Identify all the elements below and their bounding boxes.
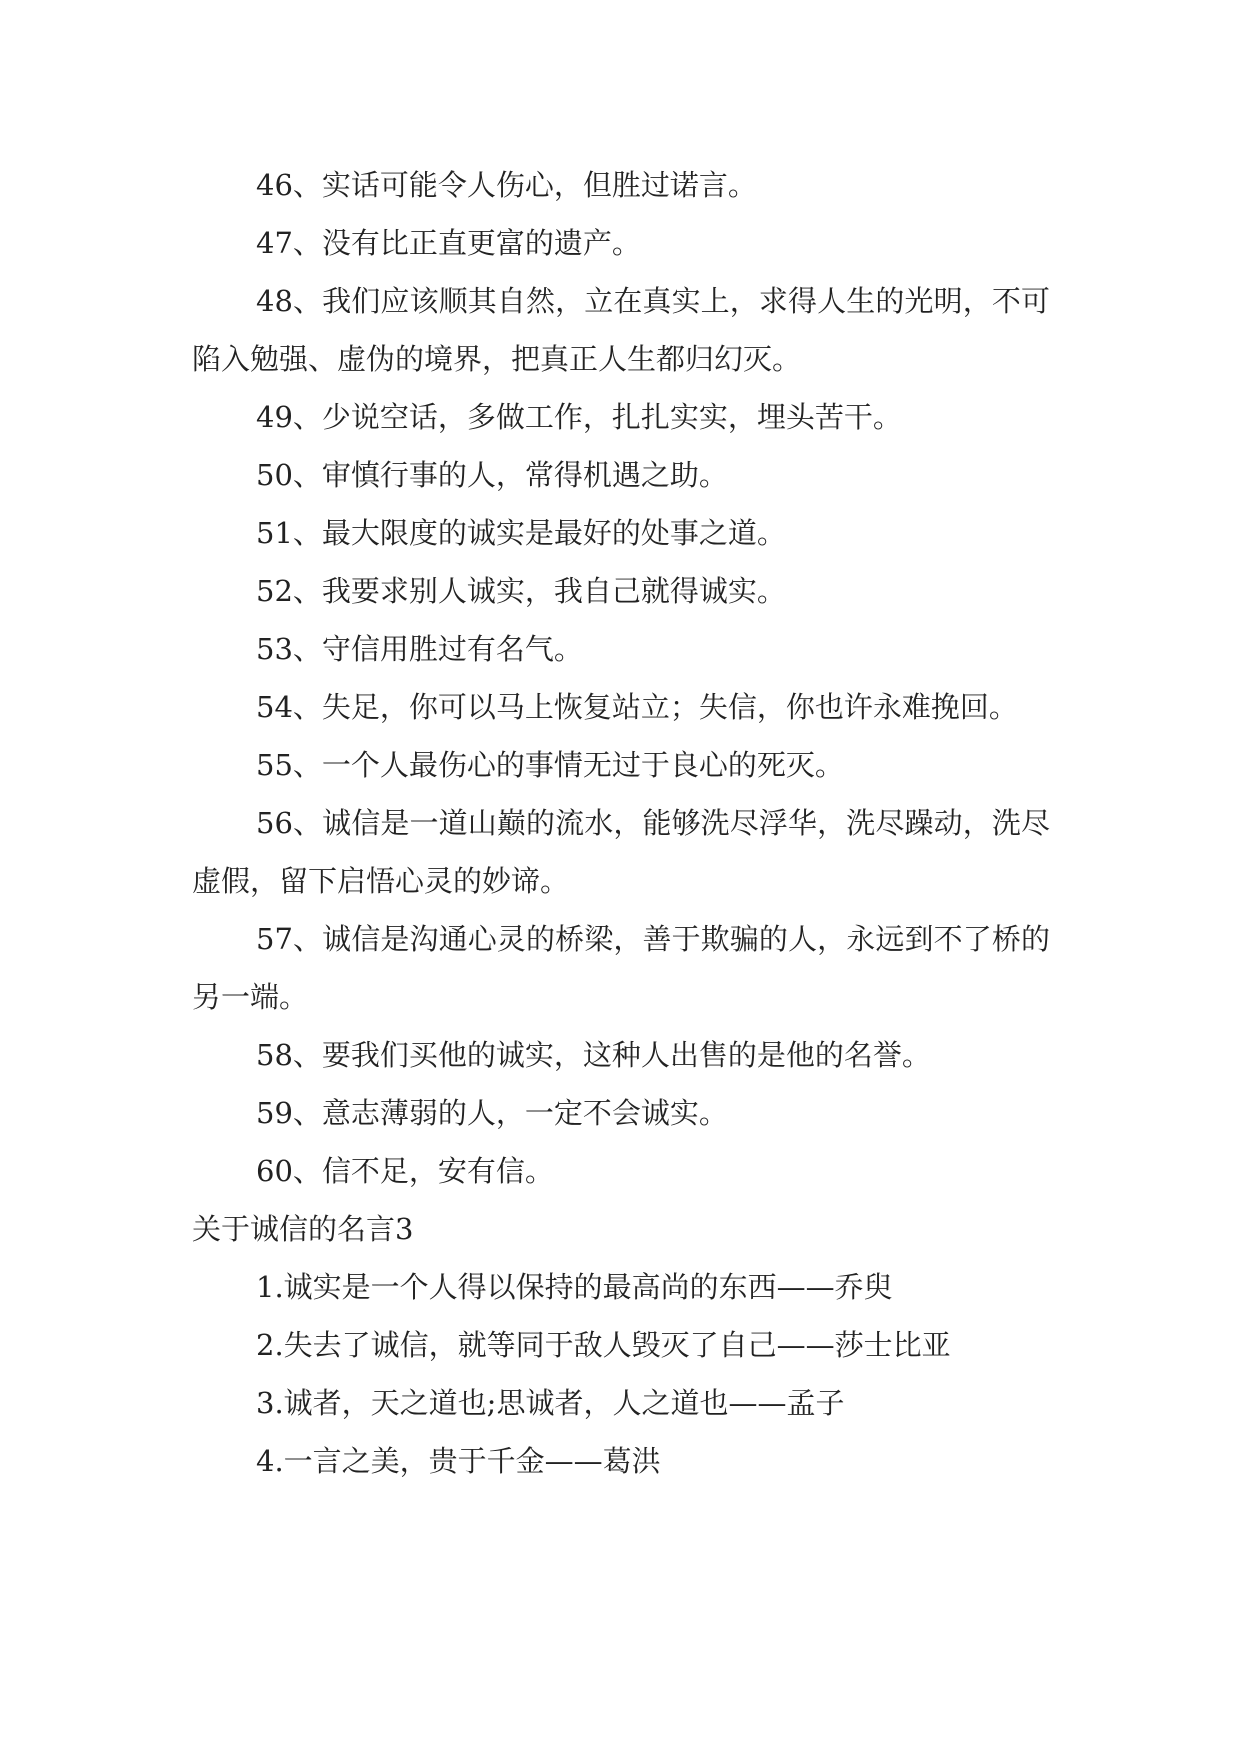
document-page <box>192 156 1050 1490</box>
quote-52: 52、我要求别人诚实，我自己就得诚实。 <box>256 574 786 608</box>
quote-59: 59、意志薄弱的人，一定不会诚实。 <box>256 1096 728 1130</box>
quote-49: 49、少说空话，多做工作，扎扎实实，埋头苦干。 <box>256 400 902 434</box>
quote-55: 55、一个人最伤心的事情无过于良心的死灭。 <box>256 748 844 782</box>
quote-48: 48、我们应该顺其自然，立在真实上，求得人生的光明，不可陷入勉强、虚伪的境界，把真正人生都归幻灭。 <box>192 284 1050 376</box>
quote-47: 47、没有比正直更富的遗产。 <box>256 226 641 260</box>
quote-57: 57、诚信是沟通心灵的桥梁，善于欺骗的人，永远到不了桥的另一端。 <box>192 922 1050 1014</box>
section-item-1: 1.诚实是一个人得以保持的最高尚的东西——乔臾 <box>256 1270 893 1304</box>
quote-53: 53、守信用胜过有名气。 <box>256 632 583 666</box>
quote-58: 58、要我们买他的诚实，这种人出售的是他的名誉。 <box>256 1038 931 1072</box>
quote-60: 60、信不足，安有信。 <box>256 1154 554 1188</box>
section-item-3: 3.诚者，天之道也;思诚者，人之道也——孟子 <box>256 1386 845 1420</box>
quote-56: 56、诚信是一道山巅的流水，能够洗尽浮华，洗尽躁动，洗尽虚假，留下启悟心灵的妙谛。 <box>192 806 1050 898</box>
quote-46: 46、实话可能令人伤心，但胜过诺言。 <box>256 168 757 202</box>
section-heading: 关于诚信的名言3 <box>192 1212 414 1246</box>
quote-50: 50、审慎行事的人，常得机遇之助。 <box>256 458 728 492</box>
quote-51: 51、最大限度的诚实是最好的处事之道。 <box>256 516 786 550</box>
quote-54: 54、失足，你可以马上恢复站立；失信，你也许永难挽回。 <box>256 690 1018 724</box>
section-item-2: 2.失去了诚信，就等同于敌人毁灭了自己——莎士比亚 <box>256 1328 951 1362</box>
section-item-4: 4.一言之美，贵于千金——葛洪 <box>256 1444 661 1478</box>
